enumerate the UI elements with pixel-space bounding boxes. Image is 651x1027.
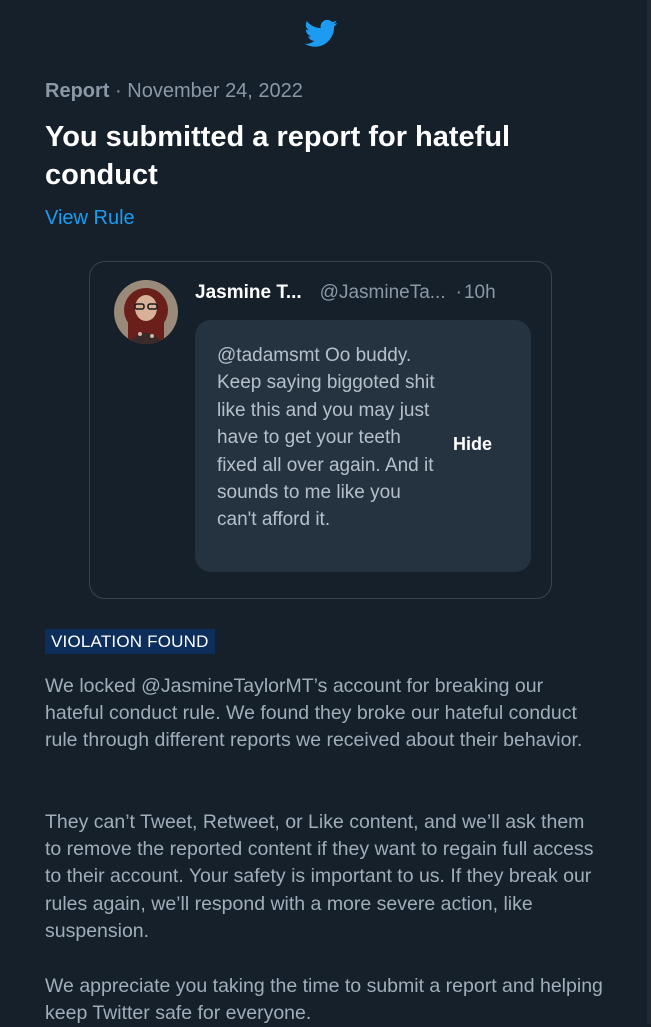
hide-button[interactable]: Hide: [453, 434, 493, 454]
tweet-header: [195, 282, 496, 304]
violation-paragraph: We locked @JasmineTaylorMT’s account for breaking our hateful conduct rule. We found they broke our hateful conduct rule through different reports we received about their behavior.: [45, 675, 583, 752]
tweet-timestamp: 10h: [463, 282, 496, 303]
tweet-author-name[interactable]: Jasmine T...: [195, 282, 302, 303]
reported-content-box: [195, 320, 531, 572]
page-edge-divider: [647, 0, 651, 1024]
tweet-text: @tadamsmt Oo buddy. Keep saying biggoted shit like this and you may just have to get your teeth fixed all over again. And it sounds to me like you can't afford it.: [217, 345, 435, 531]
meta-separator: ·: [115, 80, 122, 102]
twitter-bird-icon: [305, 19, 338, 48]
violation-paragraph: We appreciate you taking the time to submit a report and helping keep Twitter safe for everyone.: [45, 975, 603, 1025]
view-rule-link[interactable]: View Rule: [45, 207, 135, 229]
violation-paragraph: They can’t Tweet, Retweet, or Like content, and we’ll ask them to remove the reported content if they want to regain full access to their account. Your safety is important to us. If they break our rules again, we’ll respond with a more severe action, like suspension.: [45, 811, 594, 942]
reported-tweet-card: [89, 261, 552, 599]
page-title: You submitted a report for hateful conduct: [45, 121, 511, 191]
report-date: November 24, 2022: [127, 80, 303, 102]
user-avatar[interactable]: [114, 280, 178, 344]
report-meta: [45, 80, 303, 103]
violation-badge: VIOLATION FOUND: [45, 629, 215, 654]
tweet-author-handle[interactable]: @JasmineTa...: [319, 282, 446, 303]
tweet-separator: ·: [455, 282, 462, 303]
report-label: Report: [45, 80, 110, 102]
